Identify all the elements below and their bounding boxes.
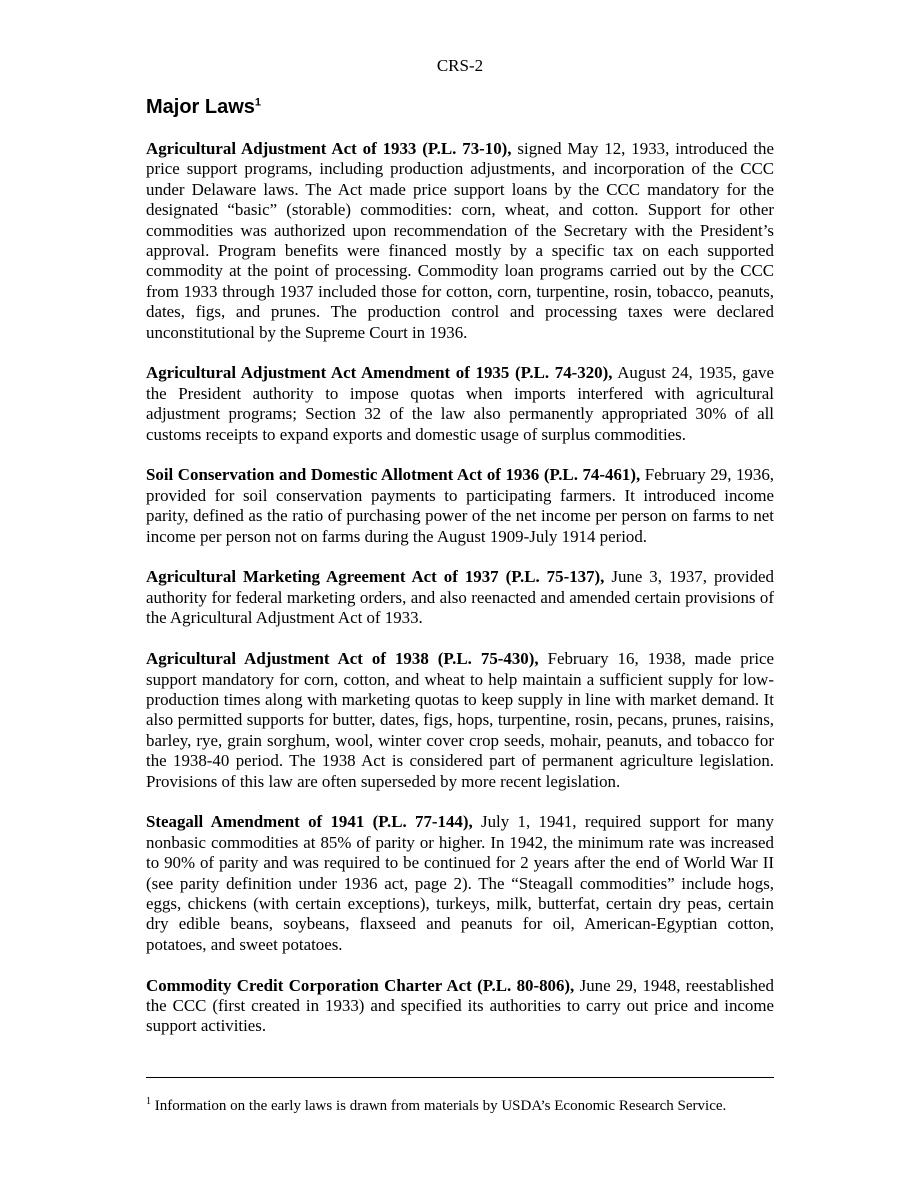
body-text bbox=[146, 139, 774, 1057]
section-heading bbox=[146, 95, 261, 119]
law-paragraph bbox=[146, 465, 774, 547]
footnote bbox=[146, 1096, 786, 1116]
law-description: June 29, 1948, reestablished the CCC (first created in 1933) and specified its authorities to carry out price and income support activities. bbox=[146, 975, 774, 1036]
law-paragraph bbox=[146, 363, 774, 445]
law-paragraph bbox=[146, 649, 774, 792]
footnote-text: Information on the early laws is drawn from materials by USDA’s Economic Research Service. bbox=[151, 1098, 727, 1114]
law-paragraph bbox=[146, 976, 774, 1037]
footnote-divider bbox=[146, 1077, 774, 1078]
law-title: Agricultural Adjustment Act Amendment of 1935 (P.L. 74-320), bbox=[146, 363, 613, 383]
law-title: Steagall Amendment of 1941 (P.L. 77-144), bbox=[146, 812, 473, 832]
law-paragraph bbox=[146, 812, 774, 955]
law-description: February 29, 1936, provided for soil conservation payments to participating farmers. It introduced income parity, defined as the ratio of purchasing power of the net income per person on farms to net income per person not on farms during the August 1909-July 1914 period. bbox=[146, 465, 774, 546]
law-title: Agricultural Marketing Agreement Act of 1937 (P.L. 75-137), bbox=[146, 567, 605, 587]
footnote-marker: 1 bbox=[146, 1096, 151, 1107]
law-title: Agricultural Adjustment Act of 1938 (P.L. 75-430), bbox=[146, 649, 539, 669]
law-title: Soil Conservation and Domestic Allotment Act of 1936 (P.L. 74-461), bbox=[146, 465, 641, 485]
law-description: July 1, 1941, required support for many nonbasic commodities at 85% of parity or higher. In 1942, the minimum rate was increased to 90% of parity and was required to be continued for 2 years after the end of World War II (see parity definition under 1936 act, page 2). The “Steagall commodities” include hogs, eggs, chickens (with certain exceptions), turkeys, milk, butterfat, certain dry peas, certain dry edible beans, soybeans, flaxseed and peanuts for oil, American-Egyptian cotton, potatoes, and sweet potatoes. bbox=[146, 812, 774, 954]
law-title: Agricultural Adjustment Act of 1933 (P.L. 73-10), bbox=[146, 139, 512, 158]
law-description: August 24, 1935, gave the President authority to impose quotas when imports interfered with agricultural adjustment programs; Section 32 of the law also permanently appropriated 30% of all customs receipts to expand exports and domestic usage of surplus commodities. bbox=[146, 363, 774, 444]
running-head: CRS-2 bbox=[436, 56, 484, 75]
law-description: signed May 12, 1933, introduced the price support programs, including production adjustments, and incorporation of the CCC under Delaware laws. The Act made price support loans by the CCC mandatory for the designated “basic” (storable) commodities: corn, wheat, and cotton. Support for other commodities was authorized upon recommendation of the Secretary with the President’s approval. Program benefits were financed mostly by a specific tax on each supported commodity at the point of processing. Commodity loan programs carried out by the CCC from 1933 through 1937 included those for cotton, corn, turpentine, rosin, tobacco, peanuts, dates, figs, and prunes. The production control and processing taxes were declared unconstitutional by the Supreme Court in 1936. bbox=[146, 139, 774, 342]
law-paragraph bbox=[146, 567, 774, 628]
law-paragraph bbox=[146, 139, 774, 343]
section-heading-title: Major Laws bbox=[146, 96, 255, 118]
law-title: Commodity Credit Corporation Charter Act (P.L. 80-806), bbox=[146, 975, 575, 995]
law-description: February 16, 1938, made price support mandatory for corn, cotton, and wheat to help maintain a sufficient supply for low-production times along with marketing quotas to keep supply in line with market demand. It also permitted supports for butter, dates, figs, hops, turpentine, rosin, pecans, prunes, raisins, barley, rye, grain sorghum, wool, winter cover crop seeds, mohair, peanuts, and tobacco for the 1938-40 period. The 1938 Act is considered part of permanent agriculture legislation. Provisions of this law are often superseded by more recent legislation. bbox=[146, 649, 775, 791]
law-description: June 3, 1937, provided authority for federal marketing orders, and also reenacted and amended certain provisions of the Agricultural Adjustment Act of 1933. bbox=[146, 567, 774, 628]
footnote-reference: 1 bbox=[254, 96, 262, 109]
